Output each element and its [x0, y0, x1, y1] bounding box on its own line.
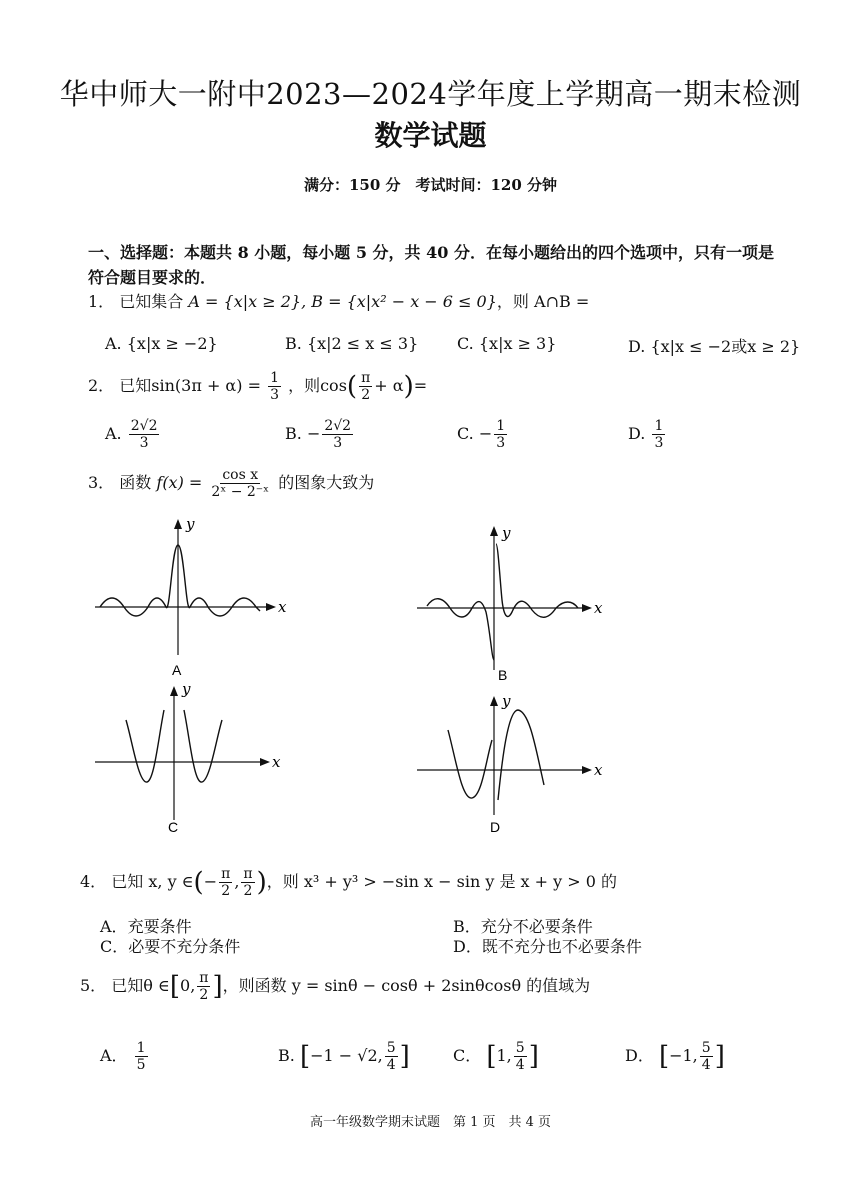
q4-prefix: 已知 x, y ∈ — [111, 872, 194, 891]
x-label: x — [594, 761, 603, 779]
frac-den: 2 — [243, 883, 253, 899]
frac-num: 2√2 — [324, 418, 352, 434]
frac-den: 4 — [386, 1057, 396, 1073]
frac-den: 3 — [333, 435, 343, 451]
frac-den: 4 — [701, 1057, 711, 1073]
q2-pi-fraction — [359, 370, 372, 403]
option-sign: − — [306, 424, 321, 443]
q1-option-c[interactable] — [457, 334, 556, 353]
frac-den: 2ˣ − 2⁻ˣ — [211, 484, 270, 500]
q5-option-c[interactable]: C． [1, $\frac{5}{4}$ ] — [453, 1040, 539, 1073]
option-text: 必要不充分条件 — [128, 937, 241, 956]
frac-num: cos x — [222, 467, 259, 483]
option-label: A. — [105, 424, 122, 443]
q4-frac-right — [241, 866, 254, 899]
q4-number: 4． — [80, 872, 107, 891]
q5-frac — [197, 970, 210, 1003]
option-label: B. — [285, 334, 302, 353]
frac-num: 2√2 — [130, 418, 158, 434]
y-label: y — [186, 515, 195, 533]
q2-option-b[interactable] — [285, 418, 355, 451]
option-fraction — [514, 1040, 527, 1073]
question-4: 4． 已知 x, y ∈(− $\frac{\pi}{2}$ , $\frac{\pi}{2}$ )，则 x³ + y³ > −sin x − sin y 是 x + y > 0 的 — [80, 866, 618, 899]
graph-a-label: A — [172, 662, 182, 678]
q4-mid: ，则 x³ + y³ > −sin x − sin y 是 x + y > 0 的 — [266, 872, 618, 891]
frac-den: 3 — [270, 387, 279, 403]
option-text: 充分不必要条件 — [480, 917, 593, 936]
option-text: 充要条件 — [127, 917, 192, 936]
exam-info: 满分：150 分 考试时间：120 分钟 — [303, 176, 558, 194]
option-fraction — [322, 418, 353, 451]
option-text: {x|x ≤ −2或x ≥ 2} — [650, 337, 801, 356]
q2-equals: = — [413, 376, 428, 395]
option-label: A. — [105, 334, 122, 353]
interval-left: 1, — [496, 1046, 512, 1065]
q1-number: 1． — [88, 292, 115, 311]
q1-option-b[interactable] — [285, 334, 418, 353]
q1-sets: A = {x|x ≥ 2}, B = {x|x² − x − 6 ≤ 0} — [188, 292, 497, 311]
frac-num: 1 — [136, 1040, 146, 1056]
option-fraction — [129, 418, 160, 451]
frac-num: 1 — [654, 418, 664, 434]
x-arrow-icon — [266, 603, 276, 611]
frac-den: 3 — [496, 435, 506, 451]
frac-num: 5 — [386, 1040, 396, 1056]
option-sign: − — [478, 424, 493, 443]
option-label: D. — [628, 424, 646, 443]
option-label: C． — [100, 937, 129, 956]
q1-suffix: ，则 A∩B = — [496, 292, 590, 311]
option-fraction — [494, 418, 507, 451]
frac-den: 2 — [361, 387, 371, 403]
option-label: C． — [453, 1046, 482, 1065]
option-fraction — [385, 1040, 398, 1073]
y-label: y — [502, 692, 511, 710]
x-arrow-icon — [582, 766, 592, 774]
option-fraction — [652, 418, 665, 451]
option-label: D． — [453, 937, 482, 956]
q2-option-a[interactable] — [105, 418, 161, 451]
q4-option-c[interactable] — [100, 934, 240, 957]
graph-b[interactable] — [412, 520, 612, 690]
option-label: B. — [285, 424, 302, 443]
section-heading: 一、选择题：本题共 8 小题，每小题 5 分，共 40 分．在每小题给出的四个选项中，只有一项是符合题目要求的． — [88, 243, 774, 287]
exam-subtitle: 数学试题 — [374, 119, 487, 152]
q2-option-d[interactable] — [628, 418, 667, 451]
option-label: C. — [457, 424, 474, 443]
q4-frac-left — [219, 866, 232, 899]
q1-option-a[interactable] — [105, 334, 218, 353]
q2-option-c[interactable] — [457, 418, 509, 451]
q3-prefix: 函数 — [119, 473, 152, 492]
graph-d[interactable] — [412, 690, 612, 840]
frac-num: π — [199, 970, 209, 986]
option-fraction — [700, 1040, 713, 1073]
q5-number: 5． — [80, 976, 107, 995]
question-3 — [88, 467, 374, 500]
y-label: y — [502, 524, 511, 542]
option-label: B. — [278, 1046, 295, 1065]
q5-option-a[interactable] — [100, 1040, 150, 1073]
question-1 — [88, 290, 589, 314]
graph-d-label: D — [490, 819, 501, 835]
curve-a — [100, 545, 260, 616]
question-2: 2． 已知sin(3π + α) = $\frac{1}{3}$ ，则cos( $\frac{\pi}{2}$ + α)= — [88, 370, 428, 403]
x-arrow-icon — [582, 604, 592, 612]
q5-prefix: 已知θ ∈ — [111, 976, 170, 995]
y-label: y — [182, 680, 191, 698]
x-arrow-icon — [260, 758, 270, 766]
q5-mid: ，则函数 y = sinθ − cosθ + 2sinθcosθ 的值域为 — [222, 976, 591, 995]
option-text: {x|2 ≤ x ≤ 3} — [306, 334, 419, 353]
y-arrow-icon — [490, 696, 498, 706]
exam-title: 华中师大一附中2023—2024学年度上学期高一期末检测 — [59, 77, 802, 111]
option-label: C. — [457, 334, 474, 353]
graph-b-label: B — [498, 667, 508, 683]
q2-number: 2． — [88, 376, 115, 395]
frac-num: π — [243, 866, 253, 882]
frac-num: 5 — [515, 1040, 525, 1056]
frac-num: 5 — [701, 1040, 711, 1056]
option-text: {x|x ≥ −2} — [126, 334, 218, 353]
x-label: x — [272, 753, 281, 771]
q4-option-d[interactable] — [453, 934, 642, 957]
frac-num: π — [361, 370, 371, 386]
q5-option-b[interactable]: B. [−1 − √2, $\frac{5}{4}$ ] — [278, 1040, 410, 1073]
page-footer: 高一年级数学期末试题 第 1 页 共 4 页 — [309, 1115, 552, 1130]
frac-den: 3 — [139, 435, 149, 451]
q3-number: 3． — [88, 473, 115, 492]
q3-fraction — [209, 467, 271, 500]
frac-num: π — [221, 866, 231, 882]
option-label: D． — [625, 1046, 654, 1065]
frac-den: 2 — [221, 883, 231, 899]
interval-left: −1, — [669, 1046, 698, 1065]
frac-den: 2 — [199, 987, 209, 1003]
q1-prefix: 已知集合 — [119, 292, 184, 311]
option-label: B． — [453, 917, 481, 936]
frac-num: 1 — [496, 418, 506, 434]
x-label: x — [278, 598, 287, 616]
q2-mid: ，则cos — [288, 376, 347, 395]
y-arrow-icon — [174, 519, 182, 529]
curve-d — [448, 710, 544, 800]
frac-den: 3 — [654, 435, 664, 451]
q2-prefix: 已知sin(3π + α) = — [119, 376, 261, 395]
option-text: {x|x ≥ 3} — [478, 334, 557, 353]
graph-c-label: C — [168, 819, 179, 835]
interval-left: −1 − √2, — [310, 1046, 383, 1065]
y-arrow-icon — [170, 686, 178, 696]
question-5: 5． 已知θ ∈[0, $\frac{\pi}{2}$ ]，则函数 y = sinθ − cosθ + 2sinθcosθ 的值域为 — [80, 970, 591, 1003]
option-label: A． — [100, 1046, 128, 1065]
frac-num: 1 — [270, 370, 279, 386]
q3-fx: f(x) = — [156, 473, 203, 492]
frac-den: 5 — [136, 1057, 146, 1073]
graph-a[interactable] — [90, 515, 290, 685]
graph-c[interactable] — [90, 680, 290, 840]
q1-option-d[interactable] — [628, 334, 800, 357]
option-fraction — [135, 1040, 148, 1073]
q3-suffix: 的图象大致为 — [278, 473, 375, 492]
q2-fraction — [268, 370, 281, 403]
q5-option-d[interactable]: D． [−1, $\frac{5}{4}$ ] — [625, 1040, 725, 1073]
option-label: D. — [628, 337, 646, 356]
x-label: x — [594, 599, 603, 617]
q2-tail: + α — [374, 376, 404, 395]
y-arrow-icon — [490, 526, 498, 536]
curve-b — [427, 544, 578, 660]
q5-interval-left: 0, — [180, 976, 196, 995]
frac-den: 4 — [515, 1057, 525, 1073]
option-text: 既不充分也不必要条件 — [481, 937, 642, 956]
option-label: A． — [100, 917, 128, 936]
